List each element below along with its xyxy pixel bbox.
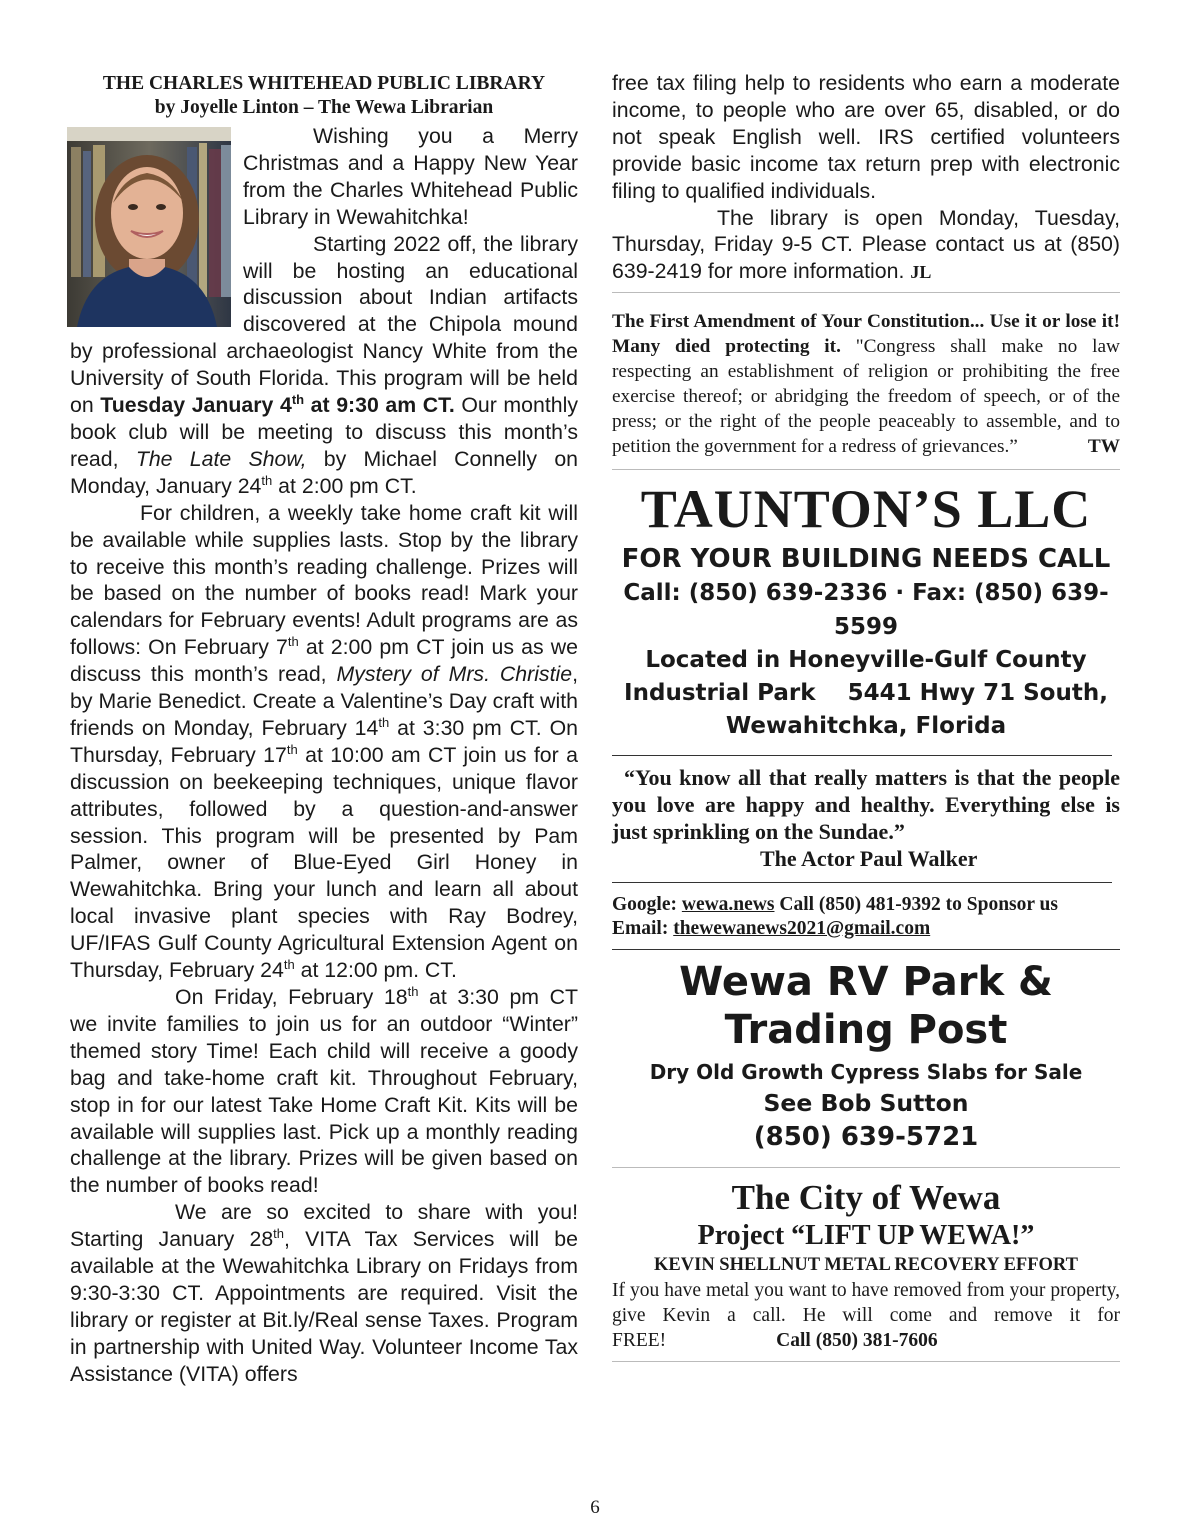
- website-link[interactable]: wewa.news: [681, 894, 775, 916]
- ad-line: Located in Honeyville-Gulf County: [645, 647, 1087, 674]
- paragraph-children: [70, 500, 578, 984]
- email-link[interactable]: thewewanews2021@gmail.com: [673, 918, 931, 940]
- ad-address: Industrial Park 5441 Hwy 71 South,: [624, 680, 1108, 707]
- text-segment: at 10:00 am CT join us for a discussion on beekeeping techniques, unique flavor attributes, followed by a question-and-answer session. This program will be presented by Pam Palmer, owner of Blue-Eyed Girl Honey in Wewahitchka. Bring your lunch and learn all about local invasive plant species with Ray Bodrey, UF/IFAS Gulf County Agricultural Extension Agent on Thursday, February 24: [70, 742, 579, 983]
- city-notice: [612, 1176, 1120, 1353]
- event-date-bold: [100, 393, 454, 417]
- superscript: th: [273, 1226, 285, 1242]
- divider: [612, 469, 1120, 470]
- author-initials: TW: [1087, 436, 1120, 458]
- paragraph-greeting: Wishing you a Merry Christmas and a Happy New Year from the Charles Whitehead Public Library in Wewahitchka!: [243, 124, 578, 229]
- text-segment: For children, a weekly take home craft kit will be available while supplies lasts. Stop by the library to receive this month’s reading challenge. Prizes will be based on the number of books read! Mark your calendars for February events! Adult programs are as follows: On February 7: [70, 500, 578, 660]
- divider: [612, 882, 1112, 883]
- text-segment: at 2:00 pm CT.: [272, 473, 417, 498]
- quote-text: “You know all that really matters is that the people you love are happy and healthy. Everything else is just sprinkling on the Sundae.”: [612, 765, 1120, 845]
- quote-block: [612, 764, 1120, 872]
- text-segment: On Friday, February 18: [175, 985, 408, 1009]
- superscript: th: [291, 391, 305, 407]
- text-segment: at 3:30 pm CT we invite families to join us for an outdoor “Winter” themed story Time! Each child will receive a goody bag and take-home craft kit. Throughout February, stop in for our latest Take Home Craft Kit. Kits will be available will supplies last. Pick up a monthly reading challenge at the library. Prizes will be given based on the number of books read!: [70, 985, 579, 1198]
- notice-subtitle: Project “LIFT UP WEWA!”: [697, 1220, 1035, 1252]
- divider: [612, 755, 1112, 756]
- text-segment: at 3:30 pm CT. On Thursday, February 17: [70, 715, 578, 767]
- notice-heading: KEVIN SHELLNUT METAL RECOVERY EFFORT: [654, 1255, 1078, 1276]
- notice-text: If you have metal you want to have removed from your property, give Kevin a call. He will come and remove it for FREE!: [612, 1280, 1120, 1352]
- ad-title: TAUNTON’S LLC: [640, 479, 1092, 540]
- notice-phone: Call (850) 381-7606: [776, 1330, 938, 1352]
- article-byline: by Joyelle Linton – The Wewa Librarian: [154, 97, 494, 118]
- divider: [612, 1361, 1120, 1362]
- book-title: The Late Show,: [135, 446, 307, 471]
- superscript: th: [286, 741, 298, 757]
- text-segment: at 2:00 pm CT join us as we discuss this month’s read,: [70, 635, 578, 687]
- google-label: Google:: [612, 894, 677, 916]
- notice-title: The City of Wewa: [731, 1178, 1001, 1218]
- sponsor-text: Call (850) 481-9392 to Sponsor us: [774, 894, 1058, 916]
- text-segment: Our monthly book club will be meeting to discuss this month’s read,: [70, 393, 578, 471]
- text-segment: at 9:30 am CT.: [304, 393, 455, 418]
- ad-line: See Bob Sutton: [763, 1089, 969, 1118]
- ad-phone: (850) 639-5721: [753, 1122, 979, 1153]
- ad-line: Dry Old Growth Cypress Slabs for Sale: [649, 1060, 1083, 1085]
- taunton-ad: [612, 480, 1120, 743]
- superscript: th: [283, 957, 295, 972]
- text-segment: Tuesday January 4: [100, 393, 292, 418]
- page-number: 6: [590, 1497, 600, 1518]
- text-segment: by Michael Connelly on Monday, January 24: [70, 446, 579, 498]
- superscript: th: [407, 983, 419, 999]
- text-segment: at 12:00 pm. CT.: [294, 958, 457, 983]
- paragraph-story-time: [70, 984, 578, 1199]
- librarian-photo: [67, 127, 231, 327]
- author-initials: JL: [910, 262, 932, 283]
- ad-title: Wewa RV Park & Trading Post: [679, 959, 1053, 1054]
- text-segment: , by Marie Benedict. Create a Valentine’s Day craft with friends on Monday, February 14: [70, 662, 578, 740]
- article-title: THE CHARLES WHITEHEAD PUBLIC LIBRARY: [102, 73, 546, 94]
- paragraph-hours: [612, 205, 1120, 287]
- divider: [612, 1167, 1120, 1168]
- amendment-heading: The First Amendment of Your Constitution... Use it or lose it! Many died protecting it.: [612, 311, 1120, 358]
- ad-line: FOR YOUR BUILDING NEEDS CALL: [621, 544, 1111, 575]
- divider: [612, 292, 1120, 293]
- text-segment: , VITA Tax Services will be available at the Wewahitchka Library on Fridays from 9:30-3:30 CT. Appointments are required. Visit the library or register at Bit.ly/Real sense Taxes. Program in partnership with United Way. Volunteer Income Tax Assistance (VITA) offers: [70, 1227, 578, 1386]
- book-title: Mystery of Mrs. Christie: [336, 662, 573, 687]
- superscript: th: [378, 714, 390, 730]
- superscript: th: [261, 472, 273, 488]
- amendment-text: "Congress shall make no law respecting an establishment of religion or prohibiting the free exercise thereof; or abridging the freedom of speech, or of the press; or the right of the people peaceably to assemble, and to petition the government for a redress of grievances.”: [612, 336, 1120, 458]
- text-segment: Starting 2022 off, the library will be hosting an educational discussion about Indian artifacts discovered at the Chipola mound by professional archaeologist Nancy White from the University of South Florida. This program will be held on: [70, 231, 578, 418]
- text-segment: The library is open Monday, Tuesday, Thursday, Friday 9-5 CT. Please contact us at (850) 639-2419 for more information.: [612, 205, 1120, 284]
- right-column: [612, 70, 1120, 1362]
- first-amendment: [612, 309, 1120, 459]
- divider: [612, 949, 1120, 950]
- quote-author: The Actor Paul Walker: [760, 846, 978, 872]
- contact-block: [612, 893, 1120, 941]
- email-label: Email:: [612, 918, 669, 940]
- text-segment: We are so excited to share with you! Starting January 28: [70, 1200, 578, 1252]
- paragraph-vita: [70, 1199, 578, 1387]
- ad-line: Wewahitchka, Florida: [725, 713, 1007, 740]
- rv-park-ad: [612, 958, 1120, 1155]
- paragraph-vita-continued: free tax filing help to residents who earn a moderate income, to people who are over 65, disabled, or do not speak English well. IRS certified volunteers provide basic income tax return prep with electronic filing to qualified individuals.: [612, 71, 1120, 203]
- superscript: th: [287, 634, 299, 650]
- ad-phone-fax: Call: (850) 639-2336 · Fax: (850) 639-5599: [623, 580, 1109, 641]
- library-article: [70, 70, 578, 1388]
